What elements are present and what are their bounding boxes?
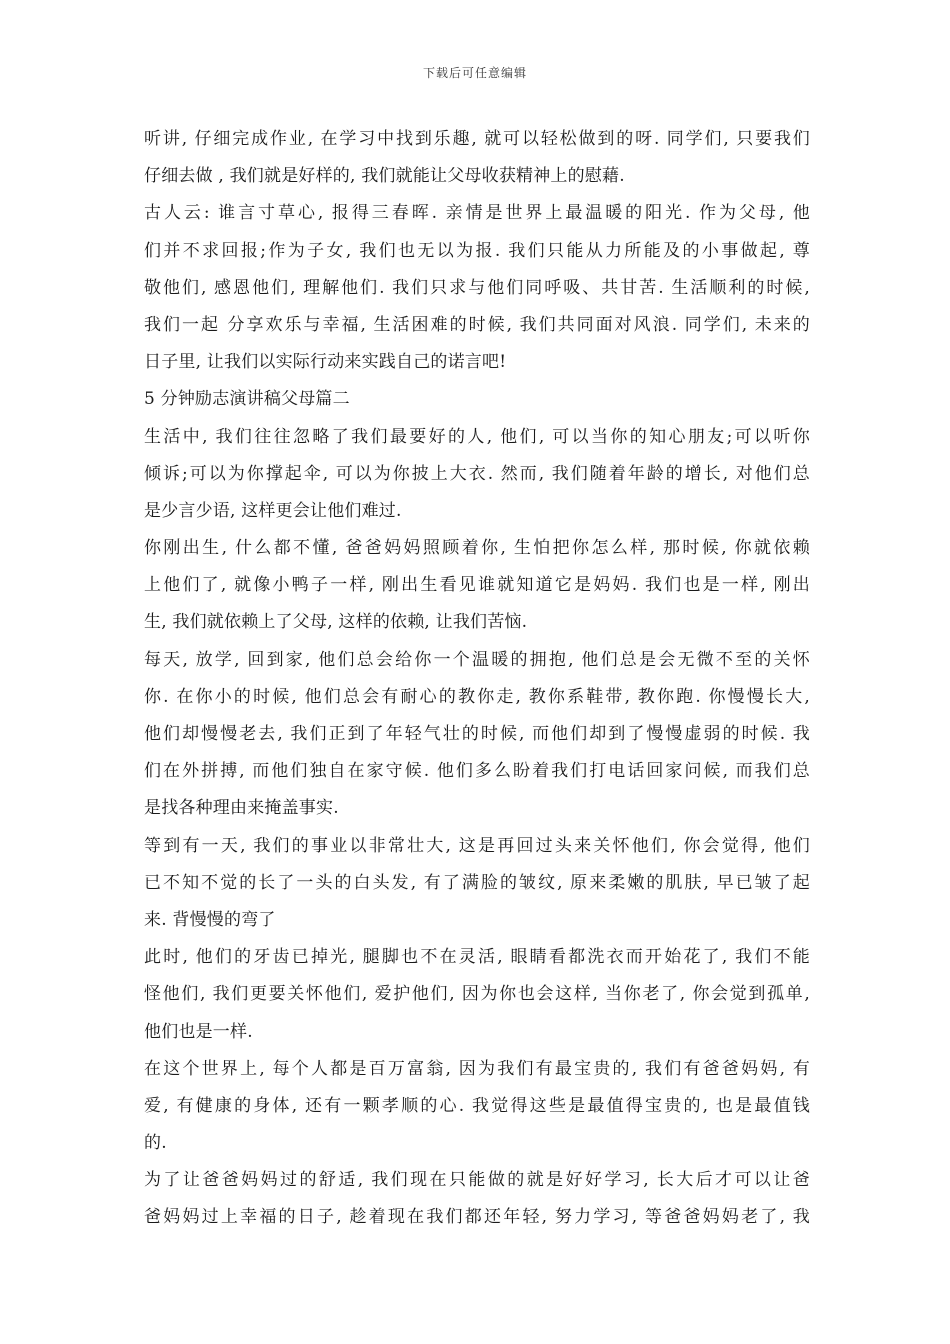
text-line: 此时, 他们的牙齿已掉光, 腿脚也不在灵活, 眼睛看都洗衣而开始花了, 我们不能	[144, 947, 810, 968]
page-header: 下载后可任意编辑	[422, 66, 527, 80]
text-line: 仔细去做 , 我们就是好样的, 我们就能让父母收获精神上的慰藉.	[144, 166, 625, 187]
text-line: 们并不求回报;作为子女, 我们也无以为报. 我们只能从力所能及的小事做起, 尊	[144, 240, 810, 261]
text-line: 是少言少语, 这样更会让他们难过.	[144, 500, 402, 521]
text-line: 每天, 放学, 回到家, 他们总会给你一个温暖的拥抱, 他们总是会无微不至的关怀	[144, 649, 810, 670]
text-line: 他们却慢慢老去, 我们正到了年轻气壮的时候, 而他们却到了慢慢虚弱的时候. 我	[144, 724, 810, 744]
text-line: 爱, 有健康的身体, 还有一颗孝顺的心. 我觉得这些是最值得宝贵的, 也是最值钱	[144, 1095, 810, 1116]
text-line: 在这个世界上, 每个人都是百万富翁, 因为我们有最宝贵的, 我们有爸爸妈妈, 有	[144, 1058, 810, 1079]
text-line: 等到有一天, 我们的事业以非常壮大, 这是再回过头来关怀他们, 你会觉得, 他们	[144, 835, 810, 856]
text-line: 的.	[144, 1133, 167, 1154]
text-line: 倾诉;可以为你撑起伞, 可以为你披上大衣. 然而, 我们随着年龄的增长, 对他们总	[144, 463, 810, 484]
text-line: 怪他们, 我们更要关怀他们, 爱护他们, 因为你也会这样, 当你老了, 你会觉到孤单,	[144, 984, 810, 1005]
text-line: 爸妈妈过上幸福的日子, 趁着现在我们都还年轻, 努力学习, 等爸爸妈妈老了, 我	[144, 1207, 810, 1228]
text-line: 你刚出生, 什么都不懂, 爸爸妈妈照顾着你, 生怕把你怎么样, 那时候, 你就依赖	[144, 538, 810, 559]
text-line: 来. 背慢慢的弯了	[144, 909, 276, 930]
text-line: 我们一起 分享欢乐与幸福, 生活困难的时候, 我们共同面对风浪. 同学们, 未来的	[144, 314, 810, 335]
text-line: 听讲, 仔细完成作业, 在学习中找到乐趣, 就可以轻松做到的呀. 同学们, 只要我们	[144, 129, 810, 149]
text-line: 5 分钟励志演讲稿父母篇二	[144, 389, 350, 410]
text-line: 他们也是一样.	[144, 1021, 253, 1042]
text-line: 为了让爸爸妈妈过的舒适, 我们现在只能做的就是好好学习, 长大后才可以让爸	[144, 1170, 810, 1191]
text-line: 们在外拼搏, 而他们独自在家守候. 他们多么盼着我们打电话回家问候, 而我们总	[144, 761, 810, 782]
text-line: 上他们了, 就像小鸭子一样, 刚出生看见谁就知道它是妈妈. 我们也是一样, 刚出	[144, 575, 810, 596]
text-line: 古人云: 谁言寸草心, 报得三春晖. 亲情是世界上最温暖的阳光. 作为父母, 他	[144, 203, 810, 224]
text-line: 是找各种理由来掩盖事实.	[144, 798, 339, 819]
text-line: 生活中, 我们往往忽略了我们最要好的人, 他们, 可以当你的知心朋友;可以听你	[144, 426, 810, 447]
document-body	[144, 124, 810, 1240]
text-line: 生, 我们就依赖上了父母, 这样的依赖, 让我们苦恼.	[144, 612, 528, 633]
text-line: 日子里, 让我们以实际行动来实践自己的诺言吧!	[144, 352, 507, 373]
text-line: 已不知不觉的长了一头的白头发, 有了满脸的皱纹, 原来柔嫩的肌肤, 早已皱了起	[144, 872, 810, 893]
text-line: 敬他们, 感恩他们, 理解他们. 我们只求与他们同呼吸、共甘苦. 生活顺利的时候,	[144, 277, 810, 298]
text-line: 你. 在你小的时候, 他们总会有耐心的教你走, 教你系鞋带, 教你跑. 你慢慢长大,	[144, 686, 810, 707]
